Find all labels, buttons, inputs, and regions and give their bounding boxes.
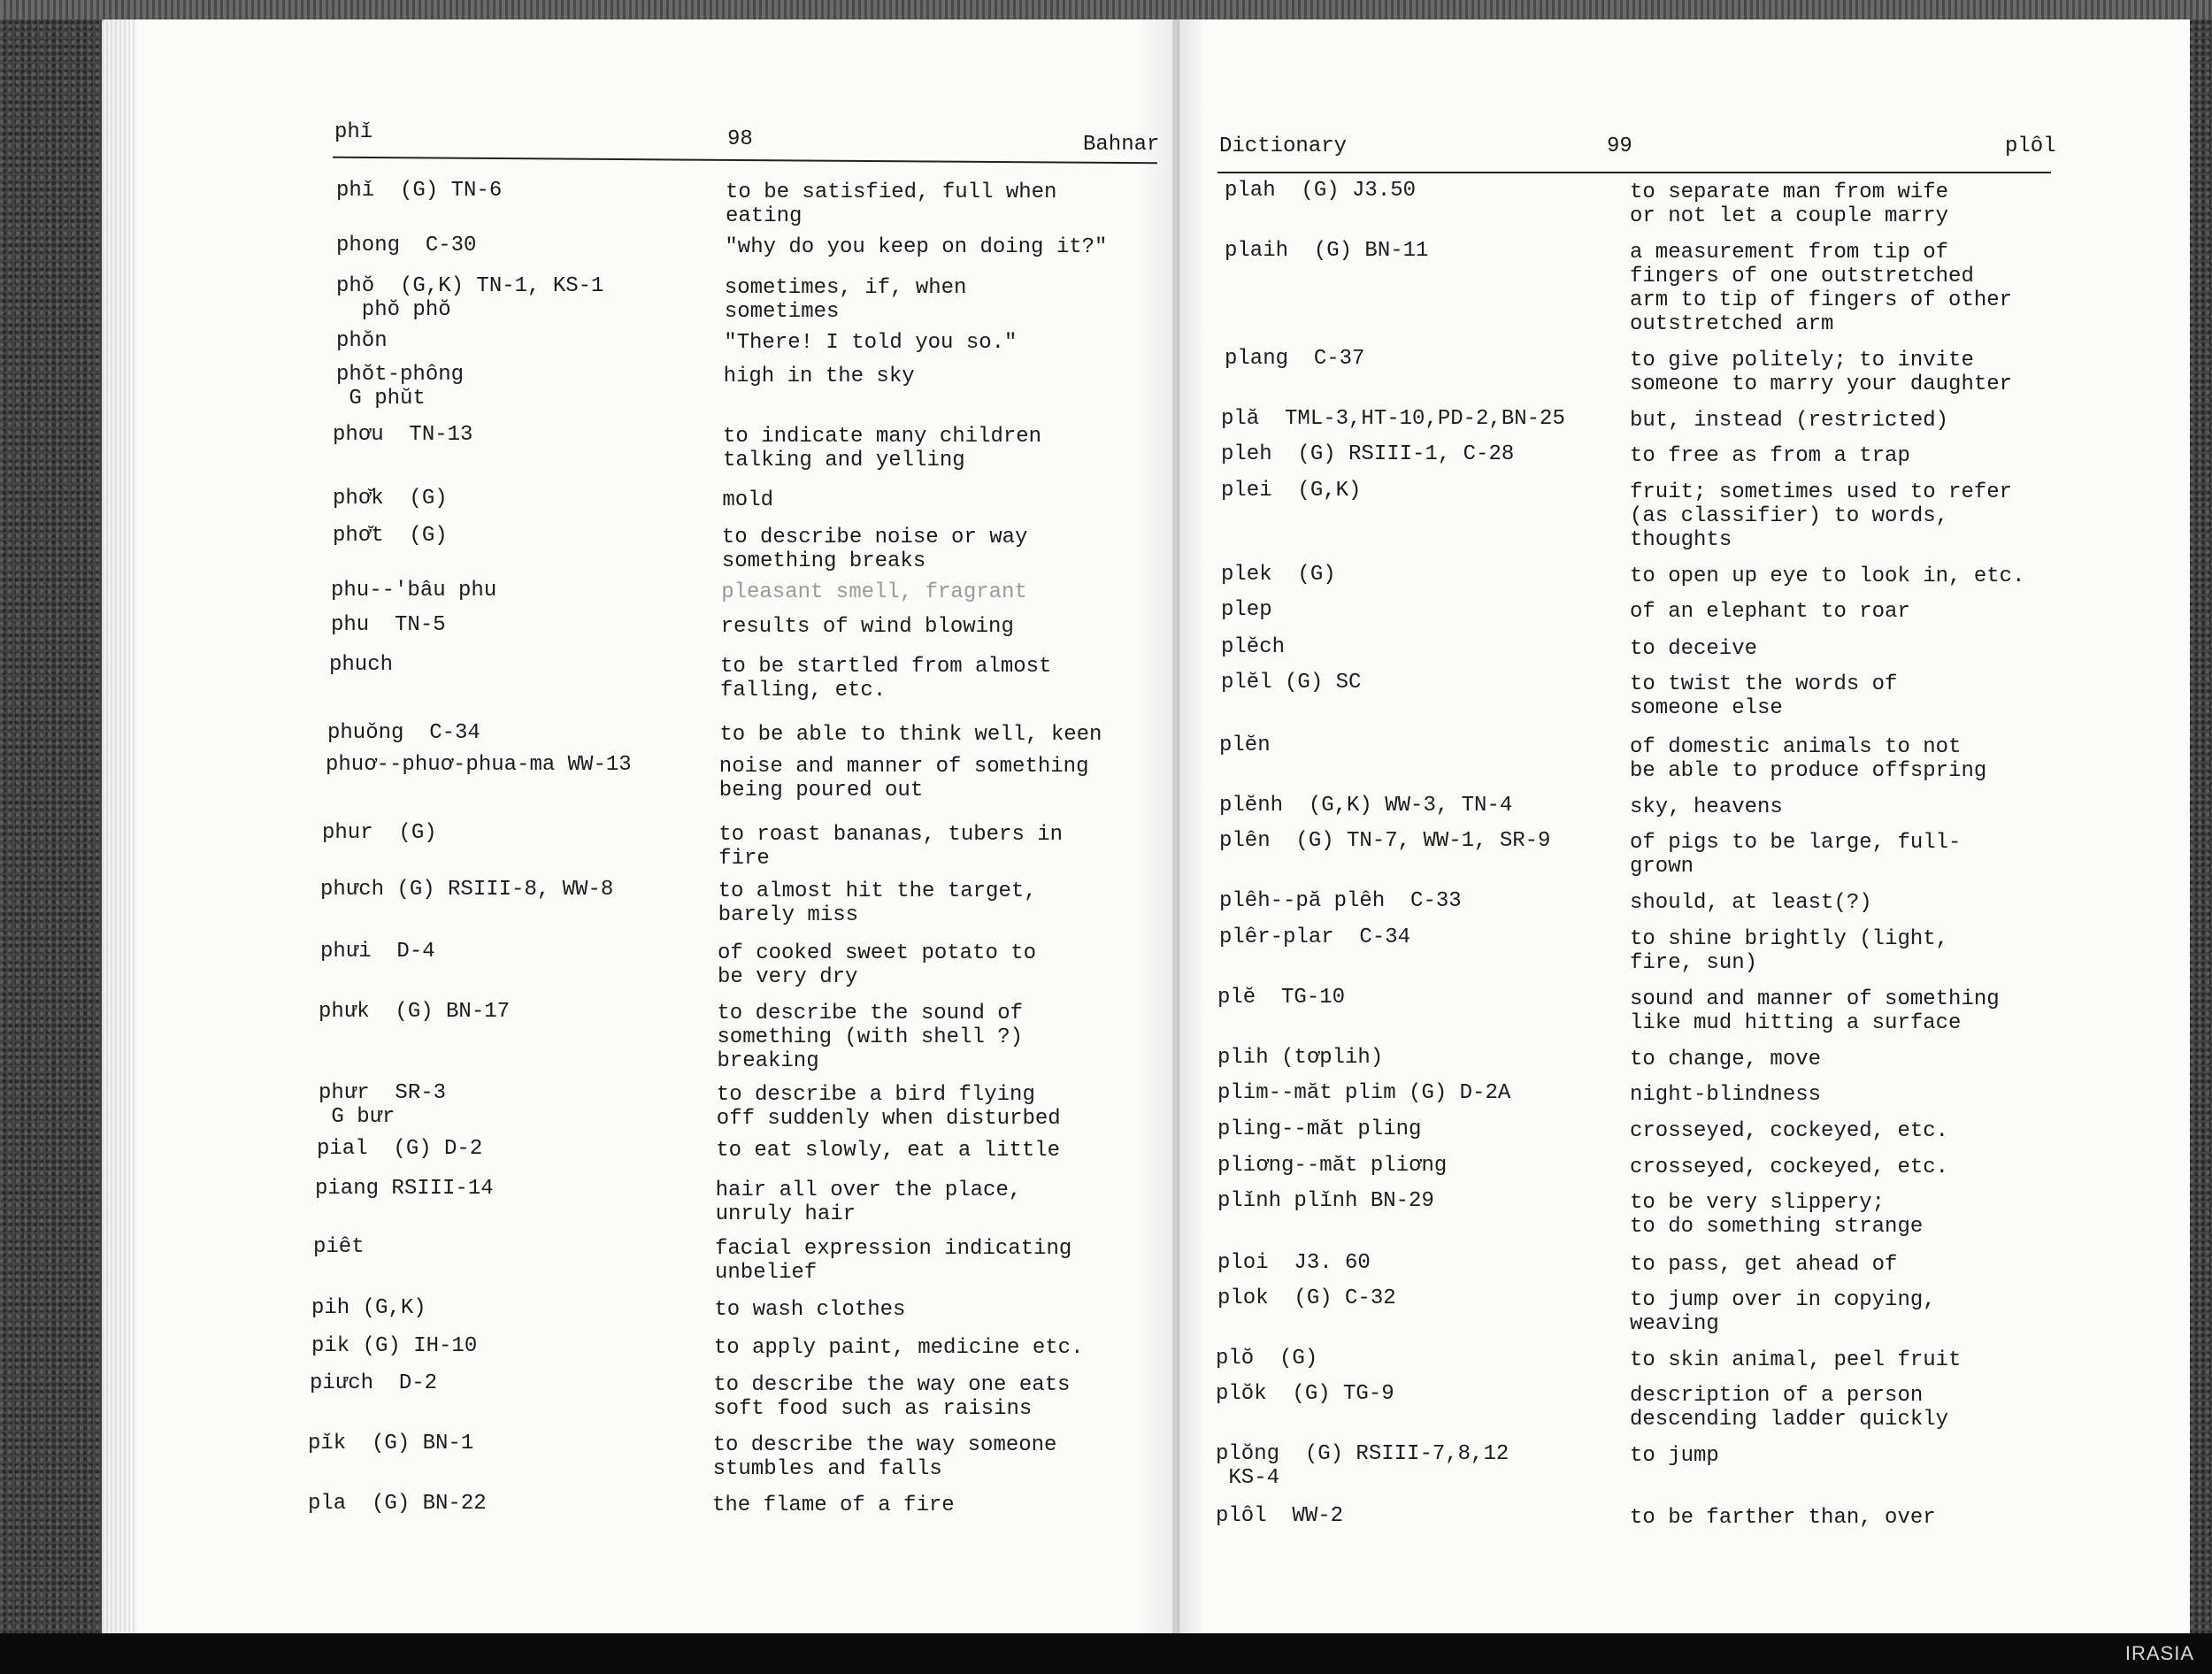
right-entry-headword: plih (tơplih): [1217, 1046, 1384, 1070]
left-entry-headword: phơu TN-13: [333, 423, 473, 447]
left-entry-headword: phur (G): [322, 821, 437, 845]
right-entry-headword: plǐnh plǐnh BN-29: [1217, 1189, 1434, 1213]
right-entry-gloss: to give politely; to invite someone to marry your daughter: [1630, 349, 2013, 396]
left-entry-gloss: to describe a bird flying off suddenly when disturbed: [716, 1083, 1061, 1131]
left-entry-gloss: to be startled from almost falling, etc.: [720, 655, 1052, 703]
right-entry-gloss: to jump over in copying, weaving: [1630, 1288, 1936, 1336]
left-page-number: 98: [727, 127, 753, 151]
scanner-bottom-bar: [0, 1633, 2212, 1674]
right-entry-headword: plŏk (G) TG-9: [1216, 1382, 1394, 1406]
left-header-guide-word: phǐ: [334, 120, 373, 144]
right-entry-gloss: crosseyed, cockeyed, etc.: [1630, 1119, 1949, 1143]
left-entry-headword: pla (G) BN-22: [308, 1492, 487, 1516]
right-entry-gloss: to twist the words of someone else: [1630, 672, 1898, 720]
right-entry-headword: plok (G) C-32: [1217, 1286, 1396, 1310]
right-entry-gloss: should, at least(?): [1630, 891, 1872, 915]
right-entry-headword: plŏng (G) RSIII-7,8,12 KS-4: [1216, 1442, 1509, 1490]
right-entry-gloss: night-blindness: [1630, 1083, 1822, 1107]
right-entry-headword: plĕnh (G,K) WW-3, TN-4: [1219, 794, 1513, 818]
left-entry-gloss: to roast bananas, tubers in fire: [718, 823, 1064, 871]
right-page-number: 99: [1607, 134, 1632, 158]
right-entry-headword: plêr-plar C-34: [1219, 925, 1411, 949]
right-entry-gloss: but, instead (restricted): [1630, 409, 1949, 433]
left-entry-gloss: to describe noise or way something breaks: [721, 526, 1028, 573]
right-entry-gloss: sound and manner of something like mud hitting a surface: [1630, 987, 2000, 1035]
left-entry-headword: piêt: [313, 1235, 365, 1259]
left-entry-headword: pial (G) D-2: [317, 1137, 483, 1161]
right-entry-headword: plah (G) J3.50: [1225, 179, 1417, 203]
right-entry-headword: plĕ TG-10: [1217, 986, 1346, 1010]
watermark: IRASIA: [2124, 1642, 2194, 1664]
right-entry-gloss: to be very slippery; to do something strange: [1630, 1191, 1924, 1239]
left-entry-gloss: high in the sky: [723, 365, 915, 388]
left-entry-headword: phưch (G) RSIII-8, WW-8: [320, 878, 614, 902]
right-entry-gloss: of pigs to be large, full- grown: [1630, 831, 1962, 879]
left-entry-gloss: sometimes, if, when sometimes: [724, 276, 967, 324]
right-entry-headword: pleh (G) RSIII-1, C-28: [1221, 442, 1515, 466]
right-entry-headword: ploi J3. 60: [1217, 1251, 1371, 1275]
right-entry-gloss: of an elephant to roar: [1630, 600, 1910, 624]
right-entry-gloss: to free as from a trap: [1630, 444, 1910, 468]
left-header-language: Bahnar: [1083, 133, 1160, 157]
left-entry-gloss: pleasant smell, fragrant: [721, 580, 1027, 604]
left-entry-headword: phuơ--phuơ-phua-ma WW-13: [326, 753, 632, 777]
left-entry-headword: phŏt-phông G phŭt: [336, 363, 465, 411]
right-header-guide-word: plôl: [2005, 134, 2056, 158]
left-entry-headword: phǐ (G) TN-6: [336, 179, 503, 203]
right-entry-gloss: to open up eye to look in, etc.: [1630, 564, 2025, 588]
right-entry-headword: plim--măt plim (G) D-2A: [1217, 1081, 1511, 1105]
right-entry-headword: plei (G,K): [1221, 479, 1362, 503]
left-entry-headword: phưi D-4: [320, 940, 435, 964]
left-entry-headword: phong C-30: [336, 234, 477, 257]
right-entry-headword: plaih (G) BN-11: [1225, 239, 1429, 263]
right-entry-headword: plă TML-3,HT-10,PD-2,BN-25: [1221, 407, 1565, 431]
left-entry-headword: phŏ (G,K) TN-1, KS-1 phŏ phŏ: [336, 274, 604, 322]
left-entry-headword: pik (G) IH-10: [311, 1334, 478, 1358]
right-entry-gloss: crosseyed, cockeyed, etc.: [1630, 1156, 1949, 1179]
right-entry-headword: pliơng--măt pliơng: [1217, 1154, 1448, 1178]
right-entry-gloss: of domestic animals to not be able to produce offspring: [1630, 735, 1987, 783]
right-entry-headword: plêh--pă plêh C-33: [1219, 889, 1462, 913]
left-entry-headword: pǐk (G) BN-1: [308, 1432, 474, 1455]
right-entry-headword: pling--măt pling: [1217, 1117, 1422, 1141]
left-entry-gloss: facial expression indicating unbelief: [715, 1237, 1072, 1285]
left-entry-gloss: to describe the way one eats soft food such as raisins: [713, 1373, 1071, 1421]
left-entry-headword: phu--'bâu phu: [331, 579, 497, 603]
left-entry-headword: phuŏng C-34: [327, 721, 480, 745]
left-entry-gloss: hair all over the place, unruly hair: [715, 1179, 1022, 1226]
left-entry-gloss: to be able to think well, keen: [719, 723, 1102, 747]
left-entry-gloss: to indicate many children talking and yelling: [723, 425, 1042, 472]
left-entry-headword: phuch: [329, 653, 394, 677]
right-header-title: Dictionary: [1219, 134, 1348, 158]
right-entry-gloss: to pass, get ahead of: [1630, 1253, 1898, 1277]
right-entry-headword: plang C-37: [1225, 347, 1365, 371]
left-entry-gloss: to wash clothes: [714, 1298, 906, 1322]
left-entry-gloss: to apply paint, medicine etc.: [713, 1336, 1084, 1360]
left-entry-gloss: to almost hit the target, barely miss: [718, 879, 1037, 927]
right-entry-headword: plĕl (G) SC: [1221, 671, 1362, 695]
left-entry-gloss: to eat slowly, eat a little: [716, 1139, 1061, 1163]
right-entry-gloss: a measurement from tip of fingers of one outstretched arm to tip of fingers of other outstretched arm: [1630, 241, 2013, 336]
right-entry-gloss: to change, move: [1630, 1048, 1822, 1071]
right-entry-gloss: fruit; sometimes used to refer (as classifier) to words, thoughts: [1630, 480, 2013, 552]
right-entry-headword: plĕn: [1219, 733, 1271, 757]
left-entry-headword: phơ̆k (G): [333, 487, 448, 511]
right-entry-gloss: to be farther than, over: [1630, 1506, 1936, 1530]
left-entry-headword: phŏn: [336, 329, 388, 353]
left-entry-gloss: mold: [722, 488, 773, 512]
right-entry-gloss: description of a person descending ladder quickly: [1630, 1384, 1949, 1432]
left-entry-headword: piưch D-2: [310, 1371, 438, 1395]
left-entry-headword: phưr SR-3 G bưr: [319, 1081, 447, 1129]
left-entry-gloss: to describe the way someone stumbles and falls: [712, 1433, 1057, 1481]
right-entry-gloss: to jump: [1630, 1444, 1719, 1468]
left-entry-gloss: results of wind blowing: [720, 615, 1014, 639]
right-entry-gloss: to skin animal, peel fruit: [1630, 1348, 1962, 1372]
left-entry-headword: phơ̆t (G): [333, 524, 448, 548]
right-entry-gloss: to separate man from wife or not let a couple marry: [1630, 180, 1949, 228]
right-entry-gloss: to deceive: [1630, 637, 1758, 661]
right-entry-headword: plôl WW-2: [1216, 1504, 1344, 1528]
right-entry-headword: plep: [1221, 598, 1272, 622]
left-entry-headword: piang RSIII-14: [315, 1177, 494, 1201]
left-entry-gloss: to describe the sound of something (with shell ?) breaking: [717, 1002, 1024, 1073]
right-entry-headword: plek (G): [1221, 563, 1336, 587]
right-entry-headword: plŏ (G): [1216, 1347, 1318, 1371]
right-entry-gloss: sky, heavens: [1630, 795, 1783, 819]
left-entry-gloss: noise and manner of something being poured out: [718, 755, 1089, 802]
right-entry-headword: plên (G) TN-7, WW-1, SR-9: [1219, 829, 1551, 853]
left-entry-headword: pih (G,K): [311, 1296, 426, 1320]
right-entry-headword: plĕch: [1221, 635, 1286, 659]
left-entry-gloss: of cooked sweet potato to be very dry: [718, 941, 1037, 989]
left-entry-headword: phu TN-5: [331, 613, 446, 637]
left-entry-gloss: to be satisfied, full when eating: [726, 180, 1057, 228]
left-entry-gloss: "There! I told you so.": [724, 331, 1018, 355]
left-entry-gloss: the flame of a fire: [712, 1494, 955, 1517]
left-entry-headword: phưk (G) BN-17: [319, 1000, 511, 1024]
right-entry-gloss: to shine brightly (light, fire, sun): [1630, 927, 1949, 975]
left-entry-gloss: "why do you keep on doing it?": [725, 235, 1108, 259]
